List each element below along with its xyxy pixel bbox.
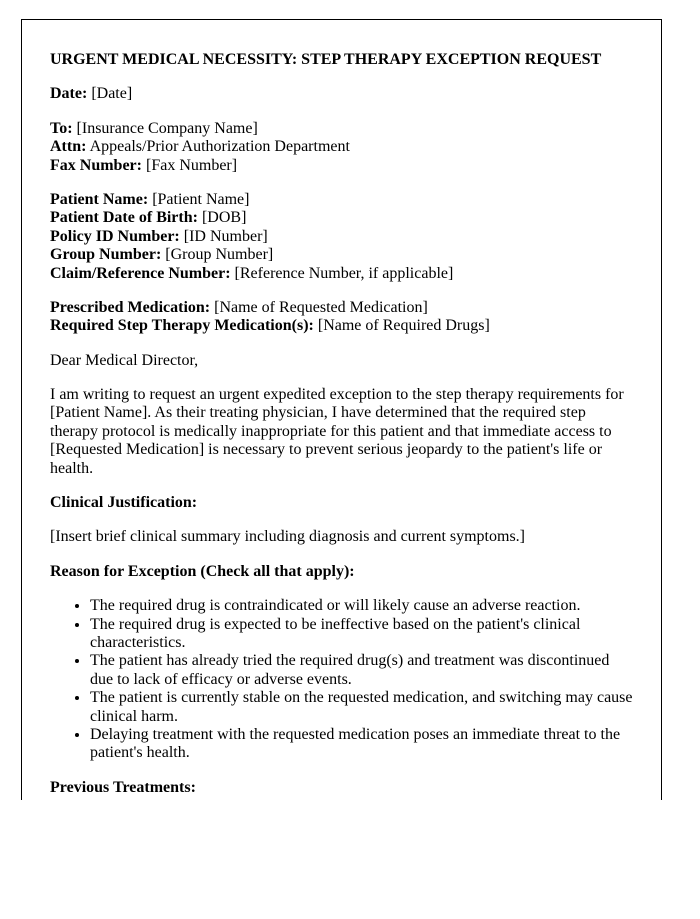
field-policy-id-value: [ID Number]: [183, 227, 268, 245]
field-required-step-therapy: [50, 317, 633, 335]
field-group-number: [50, 246, 633, 264]
field-attn-value: Appeals/Prior Authorization Department: [89, 138, 350, 156]
letter-document: [21, 19, 662, 800]
previous-treatments-heading: Previous Treatments:: [50, 778, 196, 796]
patient-info-block: [50, 191, 633, 283]
exception-reason-item: • Delaying treatment with the requested medication poses an immediate threat to the patient's health.: [90, 726, 633, 763]
field-required-step-therapy-value: [Name of Required Drugs]: [317, 317, 490, 335]
exception-reason-heading: Reason for Exception (Check all that apply):: [50, 562, 355, 580]
recipient-block: [50, 120, 633, 175]
exception-reason-item: • The patient is currently stable on the requested medication, and switching may cause clinical harm.: [90, 689, 633, 726]
field-fax-number-value: [Fax Number]: [145, 156, 238, 174]
field-policy-id-label: Policy ID Number:: [50, 227, 180, 245]
field-group-number-label: Group Number:: [50, 246, 162, 264]
field-prescribed-medication-value: [Name of Requested Medication]: [214, 298, 428, 316]
field-group-number-value: [Group Number]: [165, 246, 274, 264]
field-fax-number: [50, 157, 633, 175]
exception-reason-item: • The patient has already tried the required drug(s) and treatment was discontinued due to lack of efficacy or adverse events.: [90, 652, 633, 689]
field-date-label: Date:: [50, 85, 88, 103]
field-policy-id: [50, 228, 633, 246]
field-fax-number-label: Fax Number:: [50, 156, 142, 174]
field-patient-name-label: Patient Name:: [50, 190, 149, 208]
document-title: URGENT MEDICAL NECESSITY: STEP THERAPY EXCEPTION REQUEST: [50, 51, 602, 68]
field-to-value: [Insurance Company Name]: [76, 119, 258, 137]
field-prescribed-medication-label: Prescribed Medication:: [50, 298, 211, 316]
field-required-step-therapy-label: Required Step Therapy Medication(s):: [50, 317, 314, 335]
field-claim-reference: [50, 265, 633, 283]
field-prescribed-medication: [50, 299, 633, 317]
field-claim-reference-label: Claim/Reference Number:: [50, 264, 231, 282]
field-claim-reference-value: [Reference Number, if applicable]: [234, 264, 454, 282]
exception-reason-item: • The required drug is expected to be ineffective based on the patient's clinical characteristics.: [90, 616, 633, 653]
field-patient-dob-label: Patient Date of Birth:: [50, 209, 198, 227]
exception-reason-list: [50, 597, 633, 763]
field-date-value: [Date]: [91, 85, 133, 103]
field-patient-name: [50, 191, 633, 209]
exception-reason-item: • The required drug is contraindicated or will likely cause an adverse reaction.: [90, 597, 633, 615]
date-block: [50, 85, 633, 103]
clinical-justification-placeholder: [Insert brief clinical summary including diagnosis and current symptoms.]: [50, 528, 525, 546]
field-attn-label: Attn:: [50, 138, 87, 156]
field-to: [50, 120, 633, 138]
salutation: Dear Medical Director,: [50, 351, 199, 369]
field-patient-name-value: [Patient Name]: [152, 190, 250, 208]
field-patient-dob-value: [DOB]: [201, 209, 247, 227]
intro-paragraph: I am writing to request an urgent expedited exception to the step therapy requirements for [Patient Name]. As their treating physician, I have determined that the required step therapy protocol is medically inappropriate for this patient and that immediate access to [Requested Medication] is necessary to prevent serious jeopardy to the patient's life or health.: [50, 386, 624, 477]
medication-block: [50, 299, 633, 336]
field-to-label: To:: [50, 119, 73, 137]
field-patient-dob: [50, 209, 633, 227]
field-attn: [50, 138, 633, 156]
field-date: [50, 85, 633, 103]
clinical-justification-heading: Clinical Justification:: [50, 494, 198, 512]
